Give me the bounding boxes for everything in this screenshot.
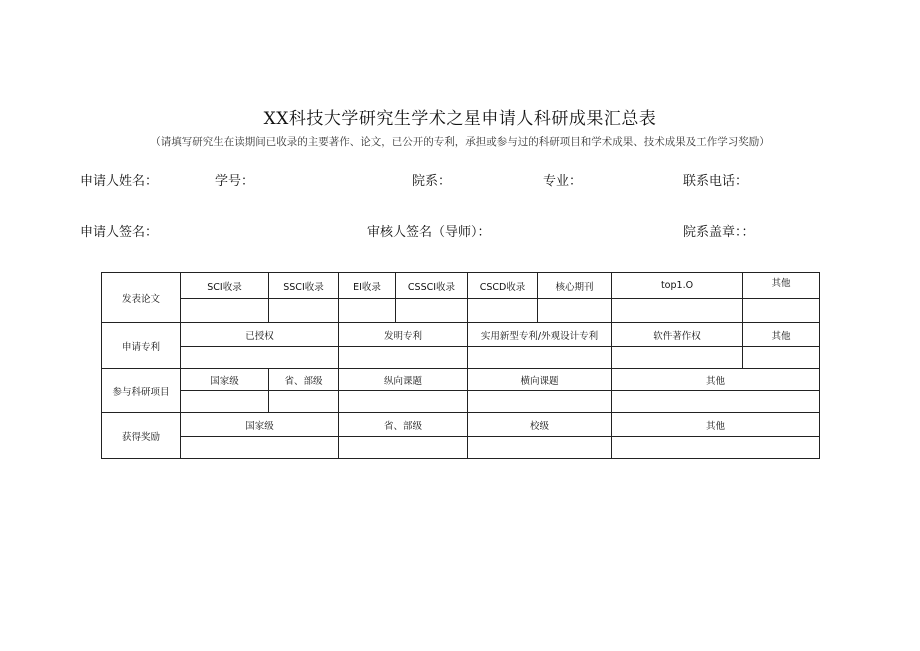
header-project-national: 国家级: [181, 369, 269, 391]
cell-award-national[interactable]: [181, 437, 339, 459]
cell-project-provincial[interactable]: [269, 391, 339, 413]
page-subtitle: （请填写研究生在读期间已收录的主要著作、论文，已公开的专利，承担或参与过的科研项目和学术成果、技术成果及工作学习奖励）: [150, 136, 770, 148]
header-award-school: 校级: [468, 413, 612, 437]
reviewer-signature-label: 审核人签名（导师）：: [367, 225, 491, 240]
header-core-journal: 核心期刊: [538, 273, 612, 299]
header-projects-other: 其他: [612, 369, 820, 391]
page-title: XX科技大学研究生学术之星申请人科研成果汇总表: [263, 109, 657, 129]
cell-papers-other[interactable]: [743, 299, 820, 323]
papers-row-label: 发表论文: [102, 273, 181, 323]
cell-cssci[interactable]: [396, 299, 468, 323]
student-id-label: 学号：: [215, 174, 255, 189]
cell-vertical-project[interactable]: [339, 391, 468, 413]
cell-utility-design-patent[interactable]: [468, 347, 612, 369]
patents-row-label: 申请专利: [102, 323, 181, 369]
applicant-signature-label: 申请人签名：: [80, 225, 159, 240]
projects-row-label: 参与科研项目: [102, 369, 181, 413]
header-vertical-project: 纵向课题: [339, 369, 468, 391]
header-cssci: CSSCI收录: [396, 273, 468, 299]
header-patents-other: 其他: [743, 323, 820, 347]
header-awards-other: 其他: [612, 413, 820, 437]
header-cscd: CSCD收录: [468, 273, 538, 299]
cell-horizontal-project[interactable]: [468, 391, 612, 413]
applicant-name-label: 申请人姓名：: [80, 174, 159, 189]
cell-software-copyright[interactable]: [612, 347, 743, 369]
achievements-table: [101, 272, 820, 459]
header-project-provincial: 省、部级: [269, 369, 339, 391]
header-invention-patent: 发明专利: [339, 323, 468, 347]
cell-top[interactable]: [612, 299, 743, 323]
header-horizontal-project: 横向课题: [468, 369, 612, 391]
header-ei: EI收录: [339, 273, 396, 299]
awards-row-label: 获得奖励: [102, 413, 181, 459]
department-seal-label: 院系盖章：：: [683, 225, 755, 240]
cell-patents-other[interactable]: [743, 347, 820, 369]
cell-ssci[interactable]: [269, 299, 339, 323]
cell-award-school[interactable]: [468, 437, 612, 459]
header-software-copyright: 软件著作权: [612, 323, 743, 347]
header-papers-other: 其他: [743, 273, 820, 299]
header-top: top1.O: [612, 273, 743, 299]
cell-granted[interactable]: [181, 347, 339, 369]
header-award-provincial: 省、部级: [339, 413, 468, 437]
header-granted: 已授权: [181, 323, 339, 347]
phone-label: 联系电话：: [683, 174, 749, 189]
cell-cscd[interactable]: [468, 299, 538, 323]
cell-awards-other[interactable]: [612, 437, 820, 459]
major-label: 专业：: [543, 174, 583, 189]
cell-core-journal[interactable]: [538, 299, 612, 323]
cell-invention-patent[interactable]: [339, 347, 468, 369]
cell-projects-other[interactable]: [612, 391, 820, 413]
department-label: 院系：: [412, 174, 452, 189]
header-sci: SCI收录: [181, 273, 269, 299]
cell-award-provincial[interactable]: [339, 437, 468, 459]
header-utility-design-patent: 实用新型专利/外观设计专利: [468, 323, 612, 347]
cell-sci[interactable]: [181, 299, 269, 323]
cell-project-national[interactable]: [181, 391, 269, 413]
header-award-national: 国家级: [181, 413, 339, 437]
cell-ei[interactable]: [339, 299, 396, 323]
header-ssci: SSCI收录: [269, 273, 339, 299]
